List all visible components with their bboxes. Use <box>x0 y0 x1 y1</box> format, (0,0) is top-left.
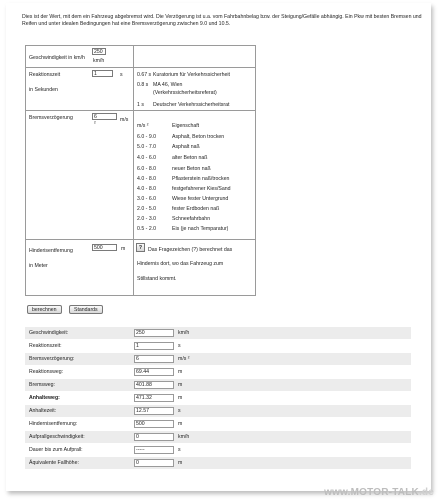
result-value: 1 <box>134 342 174 350</box>
decel-range: 3.0 - 6.0 <box>137 196 157 202</box>
result-label: Bremsverzögerung: <box>29 356 75 362</box>
intro-text: Dies ist der Wert, mit dem ein Fahrzeug abgebremst wird. Die Verzögerung ist u.a. vom Fahrbahnbelag bzw. der Steigung/Gefälle abhängig. Ein Pkw mit besten Bremsen und Reifen und unter idealen Bedingungen hat eine Bremsverzögerung zwischen 9.0 und 10.5. <box>22 14 422 28</box>
reaction-ref-value: 0.8 s <box>137 82 149 88</box>
result-value: 471.32 <box>134 394 174 402</box>
result-row <box>25 353 411 365</box>
speed-input[interactable]: 250 <box>92 48 106 55</box>
decel-range: 4.0 - 6.0 <box>137 155 157 161</box>
result-row <box>25 379 411 391</box>
input-form-table <box>25 45 256 296</box>
result-label: Anhaltezeit: <box>29 408 57 414</box>
result-value: 0 <box>134 459 174 467</box>
decel-range: 6.0 - 8.0 <box>137 166 157 172</box>
result-label: Reaktionsweg: <box>29 369 64 375</box>
result-row <box>25 457 411 469</box>
reaction-ref-text: MA 46, Wien <box>153 82 183 88</box>
decel-input[interactable]: 6 <box>92 113 117 120</box>
decel-header-unit: m/s ² <box>137 123 149 129</box>
row-obstacle <box>26 239 255 295</box>
result-unit: m <box>178 369 183 375</box>
decel-label: Bremsverzögerung <box>29 115 73 121</box>
decel-range: 2.0 - 3.0 <box>137 216 157 222</box>
decel-range: 4.0 - 8.0 <box>137 186 157 192</box>
result-row <box>25 392 411 404</box>
reaction-label: Reaktionszeit <box>29 72 61 78</box>
result-label: Geschwindigkeit: <box>29 330 69 336</box>
result-unit: m <box>178 395 183 401</box>
result-row <box>25 327 411 339</box>
decel-range: 5.0 - 7.0 <box>137 144 157 150</box>
watermark-brand: MOTOR-TALK <box>350 487 419 498</box>
decel-range: 0.5 - 2.0 <box>137 226 157 232</box>
obstacle-input[interactable]: 500 <box>92 244 117 251</box>
result-value: 0 <box>134 433 174 441</box>
result-row <box>25 431 411 443</box>
result-value: 12.57 <box>134 407 174 415</box>
decel-surface: Asphalt, Beton trocken <box>172 134 225 140</box>
result-value: 401.88 <box>134 381 174 389</box>
decel-surface: Eis (je nach Temparatur) <box>172 226 229 232</box>
obstacle-note: Das Fragezeichen (?) berechnet das <box>148 247 233 253</box>
decel-surface: Schneefahrbahn <box>172 216 211 222</box>
result-unit: s <box>178 343 181 349</box>
obstacle-sublabel: in Meter <box>29 263 48 269</box>
obstacle-label: Hinderisentfernung <box>29 248 73 254</box>
result-unit: m/s ² <box>178 356 190 362</box>
result-unit: m <box>178 382 183 388</box>
reaction-ref-text: Deutscher Verkehrssicherheitsrat <box>153 102 230 108</box>
result-unit: m <box>178 421 183 427</box>
result-row <box>25 340 411 352</box>
decel-surface: fester Erdboden naß <box>172 206 220 212</box>
defaults-button[interactable]: Standards <box>69 305 103 314</box>
reaction-ref-text: (Verkehrssicherheitsreferat) <box>153 90 217 96</box>
obstacle-note: Hindernis dort, wo das Fahrzeug zum <box>137 261 224 267</box>
result-row <box>25 405 411 417</box>
decel-header-text: Eigenschaft <box>172 123 200 129</box>
decel-range: 4.0 - 8.0 <box>137 176 157 182</box>
site-watermark <box>324 487 434 498</box>
speed-label: Geschwindigkeit in km/h <box>29 55 85 61</box>
decel-unit-superscript: ² <box>94 121 96 127</box>
reaction-ref-text: Kuratorium für Verkehrssicherheit <box>153 72 230 78</box>
decel-surface: Pflasterstein naß/trocken <box>172 176 230 182</box>
result-label: Aufprallgeschwindigkeit: <box>29 434 85 440</box>
result-label: Bremsweg: <box>29 382 55 388</box>
decel-surface: Asphalt naß <box>172 144 200 150</box>
result-unit: km/h <box>178 330 190 336</box>
calculate-button[interactable]: berechnen <box>27 305 62 314</box>
result-unit: km/h <box>178 434 190 440</box>
decel-surface: Wiese fester Untergrund <box>172 196 229 202</box>
row-deceleration <box>26 110 255 240</box>
result-row <box>25 444 411 456</box>
reaction-unit: s <box>120 72 123 78</box>
speed-unit: km/h <box>93 58 105 64</box>
result-value: 69.44 <box>134 368 174 376</box>
result-value: ----- <box>134 446 174 454</box>
decel-surface: alter Beton naß <box>172 155 208 161</box>
obstacle-note: Stillstand kommt. <box>137 276 177 282</box>
watermark-prefix: www. <box>324 487 351 498</box>
result-value: 6 <box>134 355 174 363</box>
result-label: Anhalteweg: <box>29 395 60 401</box>
result-label: Äquivalente Fallhöhe: <box>29 460 79 466</box>
result-value: 500 <box>134 420 174 428</box>
result-unit: s <box>178 408 181 414</box>
decel-surface: festgefahrener Kies/Sand <box>172 186 231 192</box>
row-speed <box>26 46 255 68</box>
result-unit: s <box>178 447 181 453</box>
decel-range: 2.0 - 5.0 <box>137 206 157 212</box>
result-row <box>25 366 411 378</box>
reaction-ref-value: 0.67 s <box>137 72 152 78</box>
result-unit: m <box>178 460 183 466</box>
reaction-sublabel: in Sekunden <box>29 87 58 93</box>
decel-range: 6.0 - 9.0 <box>137 134 157 140</box>
result-row <box>25 418 411 430</box>
result-label: Dauer bis zum Aufprall: <box>29 447 83 453</box>
row-reaction <box>26 67 255 111</box>
decel-surface: neuer Beton naß <box>172 166 211 172</box>
obstacle-unit: m <box>121 246 126 252</box>
result-label: Reaktionszeit: <box>29 343 62 349</box>
watermark-suffix: .de <box>418 487 434 498</box>
result-label: Hindernisentfernung: <box>29 421 78 427</box>
reaction-input[interactable]: 1 <box>92 70 113 77</box>
reaction-ref-value: 1 s <box>137 102 144 108</box>
question-button[interactable]: ? <box>136 243 145 252</box>
result-value: 250 <box>134 329 174 337</box>
decel-unit: m/s <box>120 117 129 123</box>
